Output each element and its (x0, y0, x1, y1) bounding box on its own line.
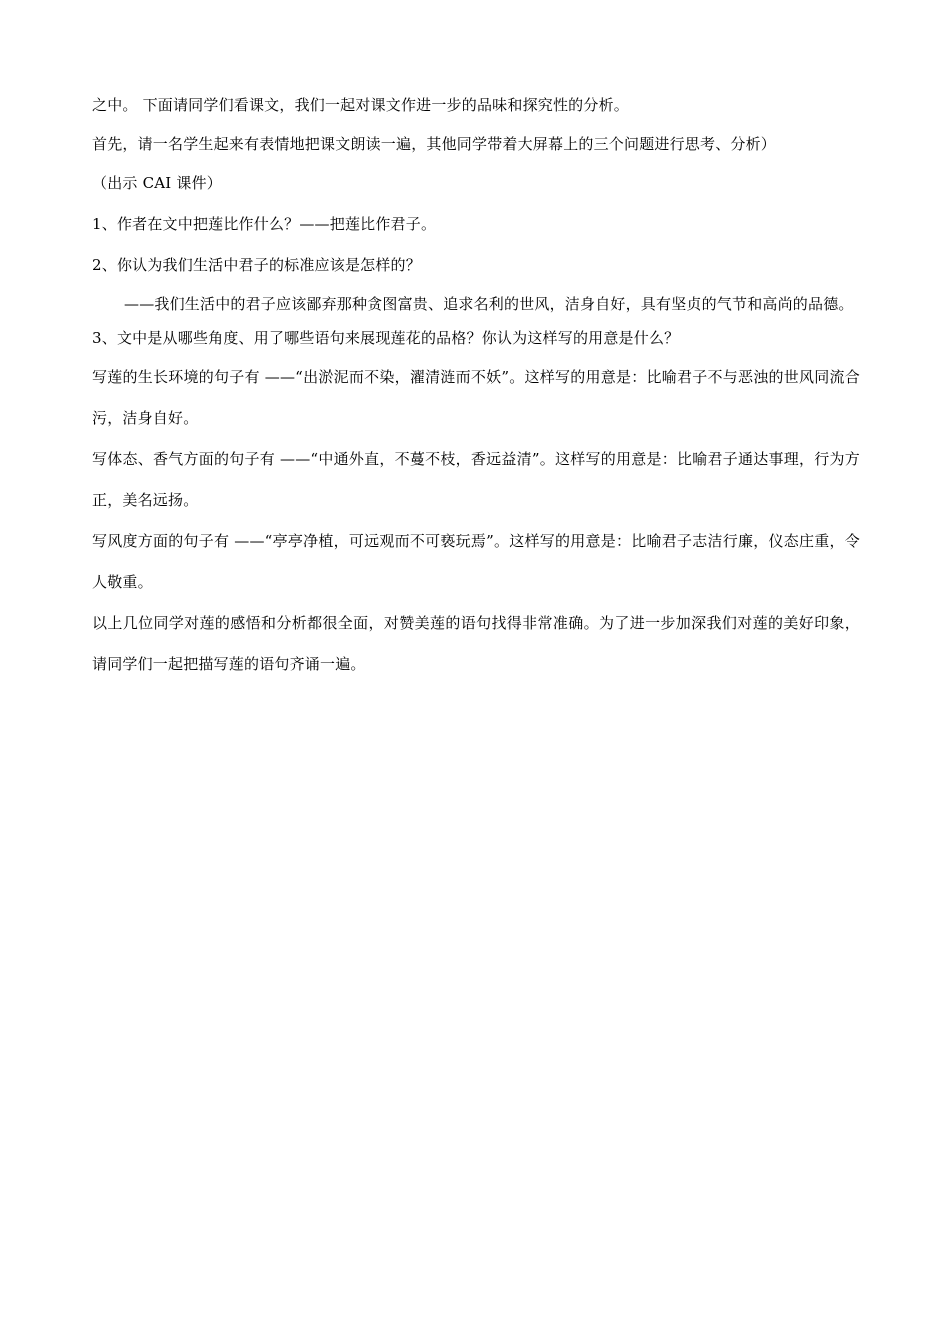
answer-3-posture-fragrance: 写体态、香气方面的句子有 ——“中通外直，不蔓不枝，香远益清”。这样写的用意是：比喻君子通达事理，行为方正，美名远扬。 (92, 450, 860, 509)
paragraph-cai-note: （出示 CAI 课件） (92, 174, 222, 192)
answer-3-environment: 写莲的生长环境的句子有 ——“出淤泥而不染，濯清涟而不妖”。这样写的用意是：比喻君子不与恶浊的世风同流合污，洁身自好。 (92, 368, 860, 427)
question-2: 2、你认为我们生活中君子的标准应该是怎样的？ (92, 256, 421, 274)
paragraph-intro: 之中。 下面请同学们看课文，我们一起对课文作进一步的品味和探究性的分析。 (92, 96, 629, 114)
question-1: 1、作者在文中把莲比作什么？——把莲比作君子。 (92, 215, 437, 233)
paragraph-reading-instruction: 首先，请一名学生起来有表情地把课文朗读一遍，其他同学带着大屏幕上的三个问题进行思考、分析） (92, 135, 777, 153)
document-page (92, 94, 860, 685)
answer-3-demeanor: 写风度方面的句子有 ——“亭亭净植，可远观而不可亵玩焉”。这样写的用意是：比喻君子志洁行廉，仪态庄重，令人敬重。 (92, 532, 860, 591)
question-3: 3、文中是从哪些角度、用了哪些语句来展现莲花的品格？你认为这样写的用意是什么？ (92, 329, 680, 347)
paragraph-summary: 以上几位同学对莲的感悟和分析都很全面，对赞美莲的语句找得非常准确。为了进一步加深我们对莲的美好印象，请同学们一起把描写莲的语句齐诵一遍。 (92, 614, 860, 673)
answer-2: ——我们生活中的君子应该鄙弃那种贪图富贵、追求名利的世风，洁身自好，具有坚贞的气节和高尚的品德。 (124, 295, 854, 313)
